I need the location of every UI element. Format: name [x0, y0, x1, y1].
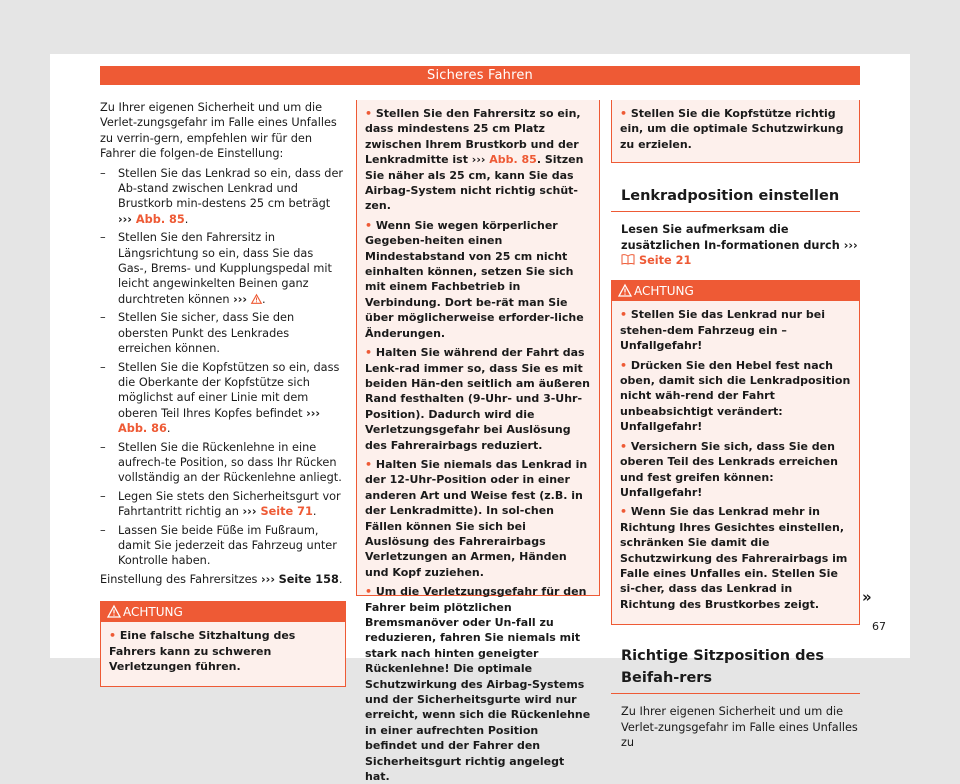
- bullet-icon: •: [620, 439, 631, 453]
- reference-arrows: ›››: [118, 212, 136, 226]
- bullet-icon: •: [620, 308, 631, 322]
- reference-arrows: ›››: [233, 292, 251, 306]
- passenger-intro: Zu Ihrer eigenen Sicherheit und um die Verlet-zungsgefahr im Falle eines Unfalles zu: [621, 705, 858, 749]
- warning-triangle-icon: [251, 294, 262, 304]
- list-item-text: Lassen Sie beide Füße im Fußraum, damit Sie jederzeit das Fahrzeug unter Kontrolle haben.: [118, 523, 337, 568]
- dash-marker: –: [100, 166, 106, 180]
- bullet-icon: •: [620, 358, 631, 372]
- list-item-suffix: .: [312, 505, 317, 519]
- reference-arrows: ›››: [471, 153, 490, 167]
- page-number: 67: [872, 620, 886, 633]
- warning-item: [620, 439, 851, 501]
- figure-reference-link[interactable]: Abb. 85: [489, 153, 537, 167]
- list-item-suffix: .: [261, 292, 266, 306]
- warning-item-text: Wenn Sie das Lenkrad mehr in Richtung Ihres Gesichtes einstellen, schränken Sie damit die Schutzwirkung des Fahrerairbags im Falle eines Unfalles ein. Stellen Sie si-cher, dass das Lenkrad in Richtung des Brustkorbes zeigt.: [620, 505, 848, 611]
- warning-body: [612, 301, 859, 624]
- warning-item-text: Stellen Sie den Fahrersitz so ein, dass mindestens 25 cm Platz zwischen Ihrem Brustkorb und der Lenkradmitte ist: [365, 107, 581, 167]
- column-2: [356, 100, 600, 784]
- bullet-icon: •: [365, 107, 376, 120]
- dash-marker: –: [100, 440, 106, 454]
- reference-arrows: ›››: [242, 505, 261, 519]
- bullet-icon: •: [109, 629, 120, 643]
- warning-item: [365, 584, 591, 784]
- list-item: [100, 310, 346, 356]
- section-title-steering: Lenkradposition einstellen: [611, 185, 860, 212]
- warning-item-text: Stellen Sie das Lenkrad nur bei stehen-dem Fahrzeug ein – Unfallgefahr!: [620, 308, 826, 353]
- steering-lead: Lesen Sie aufmerksam die zusätzlichen In-formationen durch ››› Seite 21: [621, 223, 858, 268]
- reference-arrows: ›››: [306, 406, 321, 420]
- list-item: [100, 360, 346, 437]
- warning-continuation-box-headrest: • Stellen Sie die Kopfstütze richtig ein, um die optimale Schutzwirkung zu erzielen.: [611, 100, 860, 163]
- header-title: Sicheres Fahren: [427, 68, 533, 83]
- warning-item-text: Um die Verletzungsgefahr für den Fahrer beim plötzlichen Bremsmanöver oder Un-fall zu reduzieren, fahren Sie niemals mit stark nach hinten geneigter Rückenlehne! Die optimale Schutzwirkung des Airbag-Systems und der Sicherheitsgurte wird nur erreicht, wenn sich die Rückenlehne in einer aufrechten Position befindet und der Fahrer den Sicherheitsgurt richtig angelegt hat.: [365, 585, 591, 784]
- warning-item: [365, 457, 591, 580]
- warning-item: [109, 628, 337, 674]
- list-item: [100, 440, 346, 486]
- section-title-passenger: Richtige Sitzposition des Beifah-rers: [611, 645, 860, 694]
- closing-paragraph: Einstellung des Fahrersitzes ››› Seite 158.: [100, 572, 343, 586]
- list-item: [100, 489, 346, 520]
- dash-marker: –: [100, 231, 106, 245]
- list-item: [100, 166, 346, 228]
- warning-item: [620, 358, 851, 435]
- dash-marker: –: [100, 360, 106, 374]
- figure-reference-link[interactable]: Abb. 86: [118, 422, 167, 436]
- warning-item-text: Eine falsche Sitzhaltung des Fahrers kann zu schweren Verletzungen führen.: [109, 629, 296, 673]
- bullet-icon: •: [365, 346, 376, 360]
- warning-continuation-box: [356, 100, 600, 784]
- seite-21-link[interactable]: Seite 21: [638, 254, 692, 268]
- warning-item-text: . Sitzen Sie näher als 25 cm, kann Sie das Airbag-System nicht richtig schüt-zen.: [365, 153, 584, 213]
- bullet-icon: •: [620, 107, 628, 120]
- list-item-text: Stellen Sie sicher, dass Sie den obersten Punkt des Lenkrades erreichen können.: [118, 311, 295, 356]
- list-item-text: Legen Sie stets den Sicherheitsgurt vor Fahrtantritt richtig an: [118, 489, 341, 519]
- warning-item: [365, 345, 591, 453]
- figure-reference-link[interactable]: Seite 71: [260, 505, 313, 519]
- warning-item: [365, 106, 591, 214]
- warning-triangle-icon: [107, 605, 121, 618]
- warning-item: [620, 307, 851, 353]
- list-item-suffix: .: [184, 212, 189, 226]
- warning-box-steering: [611, 280, 860, 625]
- bullet-icon: •: [365, 218, 376, 232]
- continue-mark: »: [862, 588, 872, 606]
- warning-item: [620, 504, 851, 612]
- settings-list: [100, 166, 346, 569]
- column-1: [100, 100, 346, 687]
- dash-marker: –: [100, 523, 106, 537]
- warning-item: [365, 218, 591, 341]
- bullet-icon: •: [365, 457, 376, 471]
- bullet-icon: •: [620, 505, 631, 519]
- list-item-text: Stellen Sie das Lenkrad so ein, dass der Ab-stand zwischen Lenkrad und Brustkorb min-destens 25 cm beträgt: [118, 166, 344, 211]
- page-header-bar: [100, 66, 860, 85]
- warning-header: ACHTUNG: [612, 281, 859, 301]
- warning-body: [101, 622, 345, 686]
- seite-158-link[interactable]: Seite 158: [278, 572, 339, 586]
- warning-item-text: Versichern Sie sich, dass Sie den oberen Teil des Lenkrads erreichen und fest greifen können: Unfallgefahr!: [620, 439, 838, 499]
- warning-item-text: Halten Sie während der Fahrt das Lenk-rad immer so, dass Sie es mit beiden Hän-den seitlich am äußeren Rand festhalten (9-Uhr- und 3-Uhr-Position). Dadurch wird die Verletzungsgefahr bei Auslösung des Fahrerairbags reduziert.: [365, 346, 590, 452]
- dash-marker: –: [100, 489, 106, 503]
- book-icon: [621, 254, 635, 265]
- figure-reference-link[interactable]: Abb. 85: [135, 212, 185, 226]
- warning-item-text: Wenn Sie wegen körperlicher Gegeben-heiten einen Mindestabstand von 25 cm nicht einhalten können, setzen Sie sich mit einem Fachbetrieb in Verbindung. Dort be-rät man Sie über möglicherweise erforder-liche Änderungen.: [365, 218, 584, 340]
- column-3: [611, 100, 860, 754]
- list-item-text: Stellen Sie die Kopfstützen so ein, dass die Oberkante der Kopfstütze sich möglichst auf einer Linie mit dem oberen Teil Ihres Kopfes befindet: [118, 360, 340, 420]
- list-item-text: Stellen Sie die Rückenlehne in eine aufrech-te Position, so dass Ihr Rücken vollständig an der Rückenlehne anliegt.: [118, 440, 342, 485]
- dash-marker: –: [100, 311, 106, 325]
- list-item-suffix: .: [166, 422, 171, 436]
- warning-item-text: Halten Sie niemals das Lenkrad in der 12-Uhr-Position oder in einer anderen Art und Weise fest (z.B. in der Lenkradmitte). In sol-chen Fällen können Sie sich bei Auslösung des Fahrerairbags Verletzungen an Armen, Händen und Kopf zuziehen.: [365, 457, 588, 579]
- bullet-icon: •: [365, 585, 376, 599]
- warning-triangle-icon: [618, 284, 632, 297]
- warning-header: ACHTUNG: [101, 602, 345, 622]
- list-item: [100, 230, 346, 307]
- warning-item-text: Drücken Sie den Hebel fest nach oben, damit sich die Lenkradposition nicht wäh-rend der Fahrt unbeabsichtigt verändert: Unfallgefahr!: [620, 358, 851, 434]
- intro-paragraph: Zu Ihrer eigenen Sicherheit und um die Verlet-zungsgefahr im Falle eines Unfalles zu verrin-gern, empfehlen wir für den Fahrer die folgen-de Einstellung:: [100, 101, 337, 161]
- list-item-text: Stellen Sie den Fahrersitz in Längsrichtung so ein, dass Sie das Gas-, Brems- und Kupplungspedal mit leicht angewinkelten Beinen ganz durchtreten können: [118, 231, 332, 306]
- warning-box-driver: [100, 601, 346, 687]
- list-item: [100, 523, 346, 569]
